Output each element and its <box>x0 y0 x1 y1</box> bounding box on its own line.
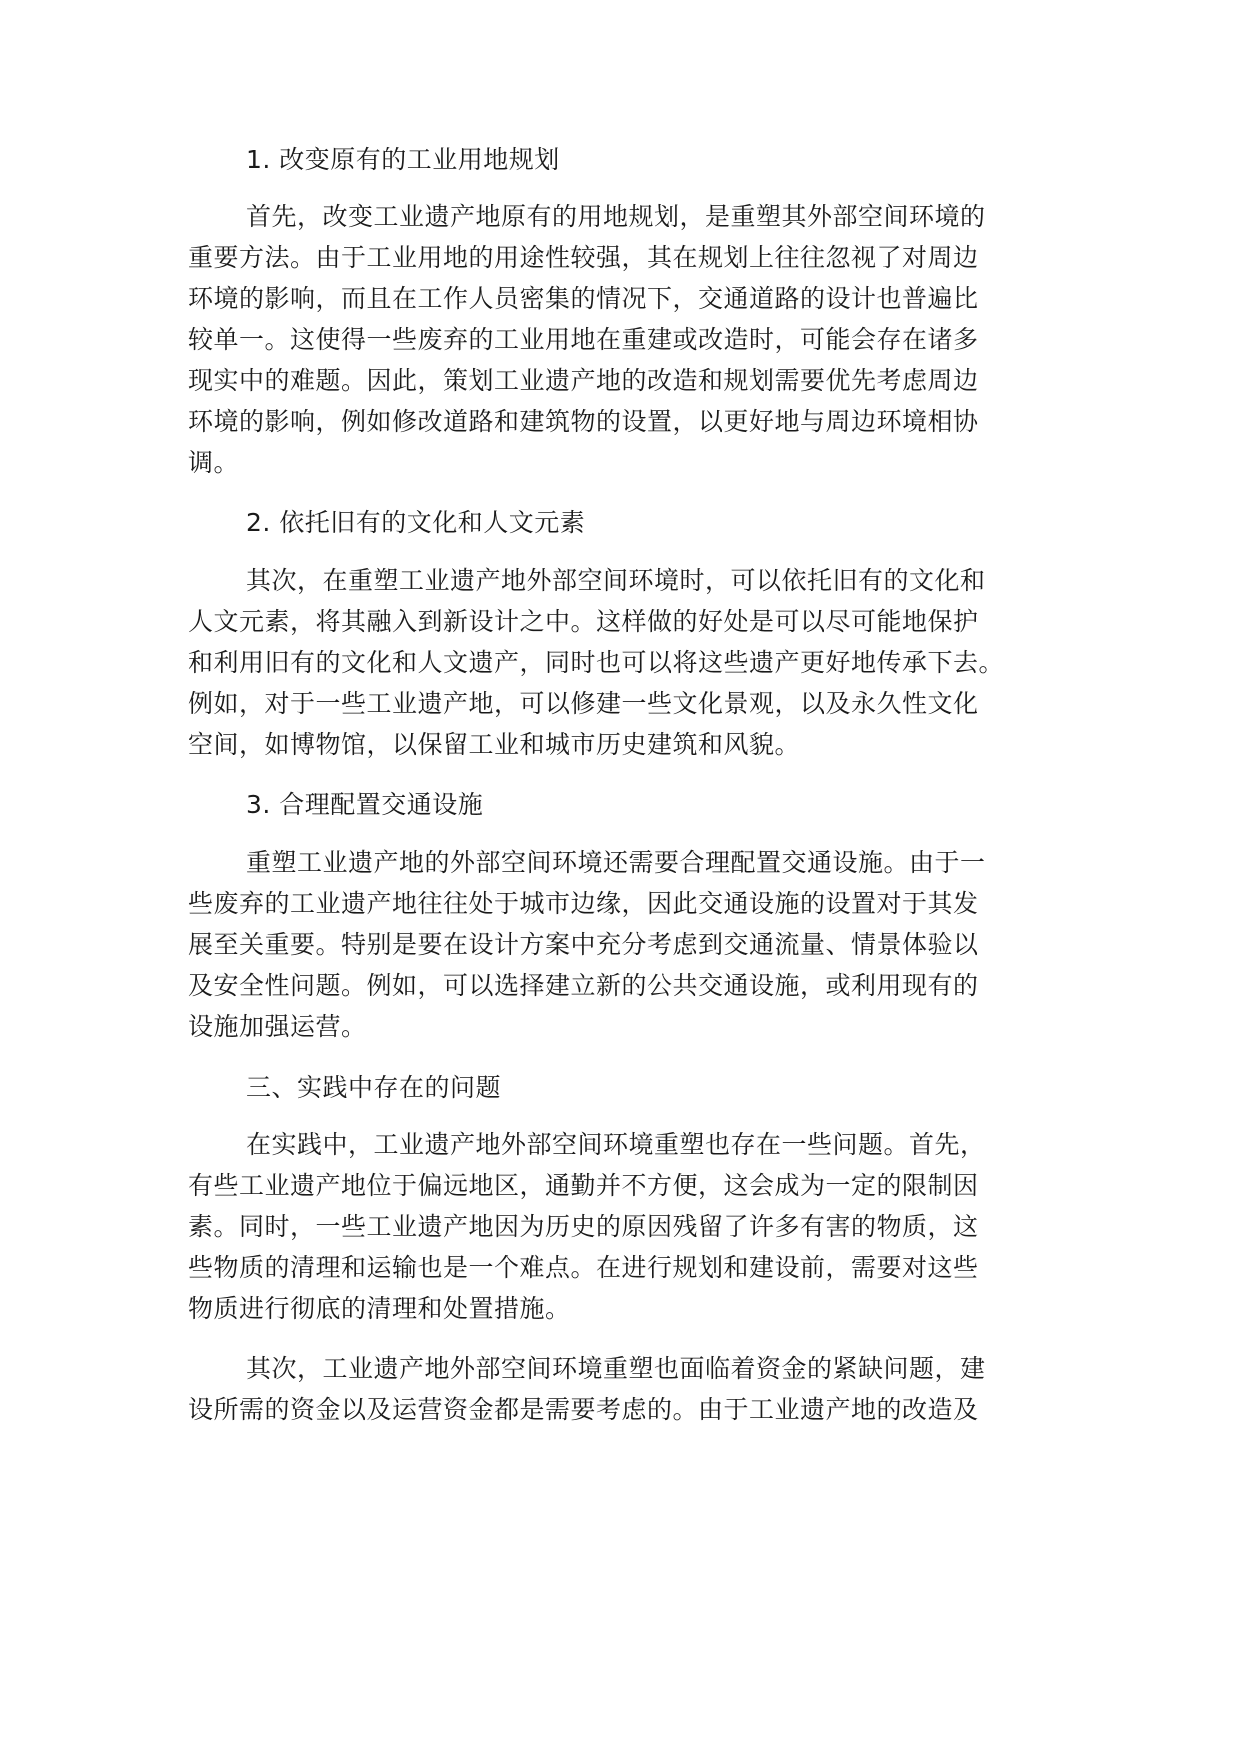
paragraph-line: 有些工业遗产地位于偏远地区，通勤并不方便，这会成为一定的限制因 <box>188 1171 979 1200</box>
paragraph-line: 设施加强运营。 <box>188 1012 367 1041</box>
section-heading: 1. 改变原有的工业用地规划 <box>246 145 560 174</box>
paragraph-line: 其次，工业遗产地外部空间环境重塑也面临着资金的紧缺问题，建 <box>246 1354 986 1383</box>
paragraph-line: 较单一。这使得一些废弃的工业用地在重建或改造时，可能会存在诸多 <box>188 325 979 354</box>
paragraph-line: 在实践中，工业遗产地外部空间环境重塑也存在一些问题。首先， <box>246 1130 986 1159</box>
paragraph-line: 首先，改变工业遗产地原有的用地规划，是重塑其外部空间环境的 <box>246 202 986 231</box>
section-4-paragraph-2 <box>188 1348 1068 1430</box>
section-heading: 三、实践中存在的问题 <box>246 1073 502 1102</box>
section-1-heading-block <box>188 139 1068 180</box>
paragraph-line: 调。 <box>188 448 240 477</box>
paragraph-line: 展至关重要。特别是要在设计方案中充分考虑到交通流量、情景体验以 <box>188 930 979 959</box>
section-heading: 2. 依托旧有的文化和人文元素 <box>246 508 586 537</box>
paragraph-line: 重塑工业遗产地的外部空间环境还需要合理配置交通设施。由于一 <box>246 848 986 877</box>
paragraph-line: 及安全性问题。例如，可以选择建立新的公共交通设施，或利用现有的 <box>188 971 979 1000</box>
paragraph-line: 空间，如博物馆，以保留工业和城市历史建筑和风貌。 <box>188 730 801 759</box>
paragraph-line: 素。同时，一些工业遗产地因为历史的原因残留了许多有害的物质，这 <box>188 1212 979 1241</box>
section-4-heading-block <box>188 1067 1068 1108</box>
section-4-paragraph-1 <box>188 1124 1068 1329</box>
paragraph-line: 设所需的资金以及运营资金都是需要考虑的。由于工业遗产地的改造及 <box>188 1395 979 1424</box>
paragraph-line: 环境的影响，而且在工作人员密集的情况下，交通道路的设计也普遍比 <box>188 284 979 313</box>
paragraph-line: 重要方法。由于工业用地的用途性较强，其在规划上往往忽视了对周边 <box>188 243 979 272</box>
section-2-heading-block <box>188 502 1068 543</box>
paragraph-line: 例如，对于一些工业遗产地，可以修建一些文化景观，以及永久性文化 <box>188 689 979 718</box>
paragraph-line: 些废弃的工业遗产地往往处于城市边缘，因此交通设施的设置对于其发 <box>188 889 979 918</box>
section-3-paragraph <box>188 842 1068 1047</box>
paragraph-line: 些物质的清理和运输也是一个难点。在进行规划和建设前，需要对这些 <box>188 1253 979 1282</box>
section-heading: 3. 合理配置交通设施 <box>246 790 484 819</box>
section-2-paragraph <box>188 560 1068 765</box>
paragraph-line: 人文元素，将其融入到新设计之中。这样做的好处是可以尽可能地保护 <box>188 607 979 636</box>
paragraph-line: 现实中的难题。因此，策划工业遗产地的改造和规划需要优先考虑周边 <box>188 366 979 395</box>
paragraph-line: 和利用旧有的文化和人文遗产，同时也可以将这些遗产更好地传承下去。 <box>188 648 1005 677</box>
paragraph-line: 其次，在重塑工业遗产地外部空间环境时，可以依托旧有的文化和 <box>246 566 986 595</box>
section-1-paragraph <box>188 196 1068 483</box>
paragraph-line: 环境的影响，例如修改道路和建筑物的设置，以更好地与周边环境相协 <box>188 407 979 436</box>
section-3-heading-block <box>188 784 1068 825</box>
paragraph-line: 物质进行彻底的清理和处置措施。 <box>188 1294 571 1323</box>
